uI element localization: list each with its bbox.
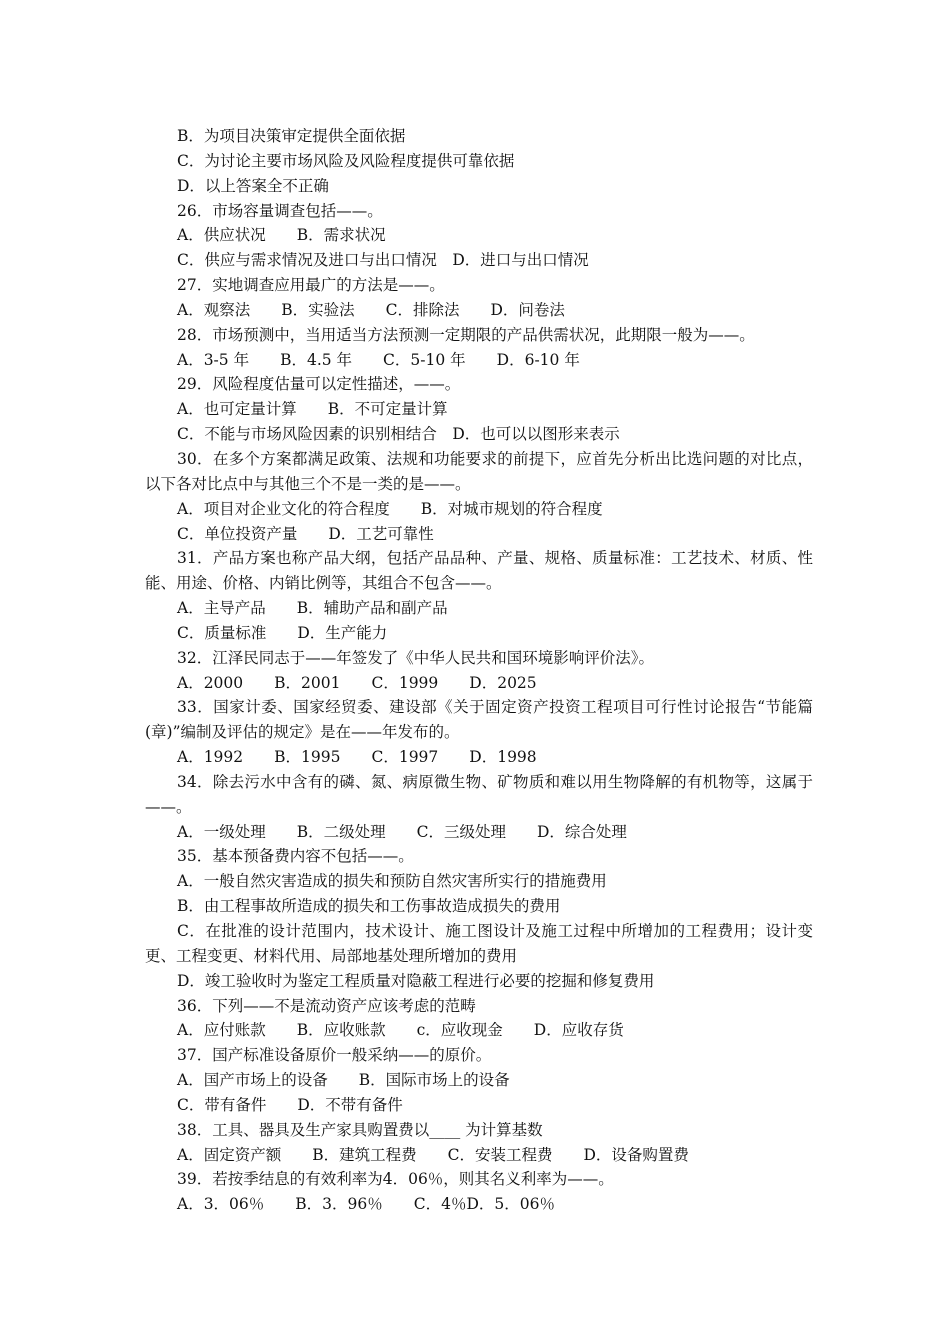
option-line: A．3．06％ B．3．96％ C．4％D．5．06％	[177, 1195, 555, 1214]
question-paragraph: 34．除去污水中含有的磷、氮、病原微生物、矿物质和难以用生物降解的有机物等，这属于——。	[145, 772, 813, 816]
option-line: A．供应状况 B．需求状况	[177, 226, 386, 245]
option-line: A．2000 B．2001 C．1999 D．2025	[177, 673, 537, 692]
question-line: 28．市场预测中，当用适当方法预测一定期限的产品供需状况，此期限一般为——。	[177, 325, 755, 344]
option-line: C．单位投资产量 D．工艺可靠性	[177, 524, 434, 543]
option-line: C．供应与需求情况及进口与出口情况 D．进口与出口情况	[177, 251, 589, 270]
question-line: 26．市场容量调查包括——。	[177, 201, 383, 220]
option-line: B．为项目决策审定提供全面依据	[177, 127, 406, 145]
question-paragraph: 31．产品方案也称产品大纲，包括产品品种、产量、规格、质量标准：工艺技术、材质、性能、用途、价格、内销比例等，其组合不包含——。	[145, 549, 813, 593]
option-line: C．不能与市场风险因素的识别相结合 D．也可以以图形来表示	[177, 425, 620, 444]
option-line: C．带有备件 D．不带有备件	[177, 1095, 403, 1114]
question-line: 37．国产标准设备原价一般采纳——的原价。	[177, 1046, 492, 1065]
option-line: A．1992 B．1995 C．1997 D．1998	[177, 748, 537, 767]
option-line: A．应付账款 B．应收账款 c．应收现金 D．应收存货	[177, 1021, 624, 1040]
option-line: A．观察法 B．实验法 C．排除法 D．问卷法	[177, 300, 565, 319]
option-line: A．也可定量计算 B．不可定量计算	[177, 400, 448, 419]
option-line: A．3-5 年 B．4.5 年 C．5-10 年 D．6-10 年	[177, 350, 580, 369]
question-line: 35．基本预备费内容不包括——。	[177, 847, 414, 866]
option-line: A．一级处理 B．二级处理 C．三级处理 D．综合处理	[177, 822, 627, 841]
option-line: A．一般自然灾害造成的损失和预防自然灾害所实行的措施费用	[177, 872, 607, 891]
option-line: D．竣工验收时为鉴定工程质量对隐蔽工程进行必要的挖掘和修复费用	[177, 971, 655, 990]
option-line: B．由工程事故所造成的损失和工伤事故造成损失的费用	[177, 897, 561, 916]
question-line: 38．工具、器具及生产家具购置费以____ 为计算基数	[177, 1120, 543, 1139]
question-line: 32．江泽民同志于——年签发了《中华人民共和国环境影响评价法》。	[177, 648, 654, 667]
question-line: 27．实地调查应用最广的方法是——。	[177, 276, 445, 295]
question-list	[145, 124, 813, 1217]
option-line: D．以上答案全不正确	[177, 176, 329, 195]
question-paragraph: 30．在多个方案都满足政策、法规和功能要求的前提下，应首先分析出比选问题的对比点，以下各对比点中与其他三个不是一类的是——。	[145, 449, 813, 493]
question-paragraph: 33．国家计委、国家经贸委、建设部《关于固定资产投资工程项目可行性讨论报告“节能篇(章)”编制及评估的规定》是在——年发布的。	[145, 698, 813, 742]
option-line: A．项目对企业文化的符合程度 B．对城市规划的符合程度	[177, 499, 603, 518]
question-line: 39．若按季结息的有效利率为4．06％，则其名义利率为——。	[177, 1170, 614, 1189]
question-line: 29．风险程度估量可以定性描述，——。	[177, 375, 461, 394]
option-line: A．国产市场上的设备 B．国际市场上的设备	[177, 1071, 510, 1090]
option-paragraph: C．在批准的设计范围内，技术设计、施工图设计及施工过程中所增加的工程费用；设计变更、工程变更、材料代用、局部地基处理所增加的费用	[145, 922, 813, 965]
option-line: A．固定资产额 B．建筑工程费 C．安装工程费 D．设备购置费	[177, 1145, 689, 1164]
question-line: 36．下列——不是流动资产应该考虑的范畴	[177, 996, 476, 1015]
option-line: C．质量标准 D．生产能力	[177, 623, 388, 642]
option-line: C．为讨论主要市场风险及风险程度提供可靠依据	[177, 151, 515, 170]
option-line: A．主导产品 B．辅助产品和副产品	[177, 599, 448, 618]
